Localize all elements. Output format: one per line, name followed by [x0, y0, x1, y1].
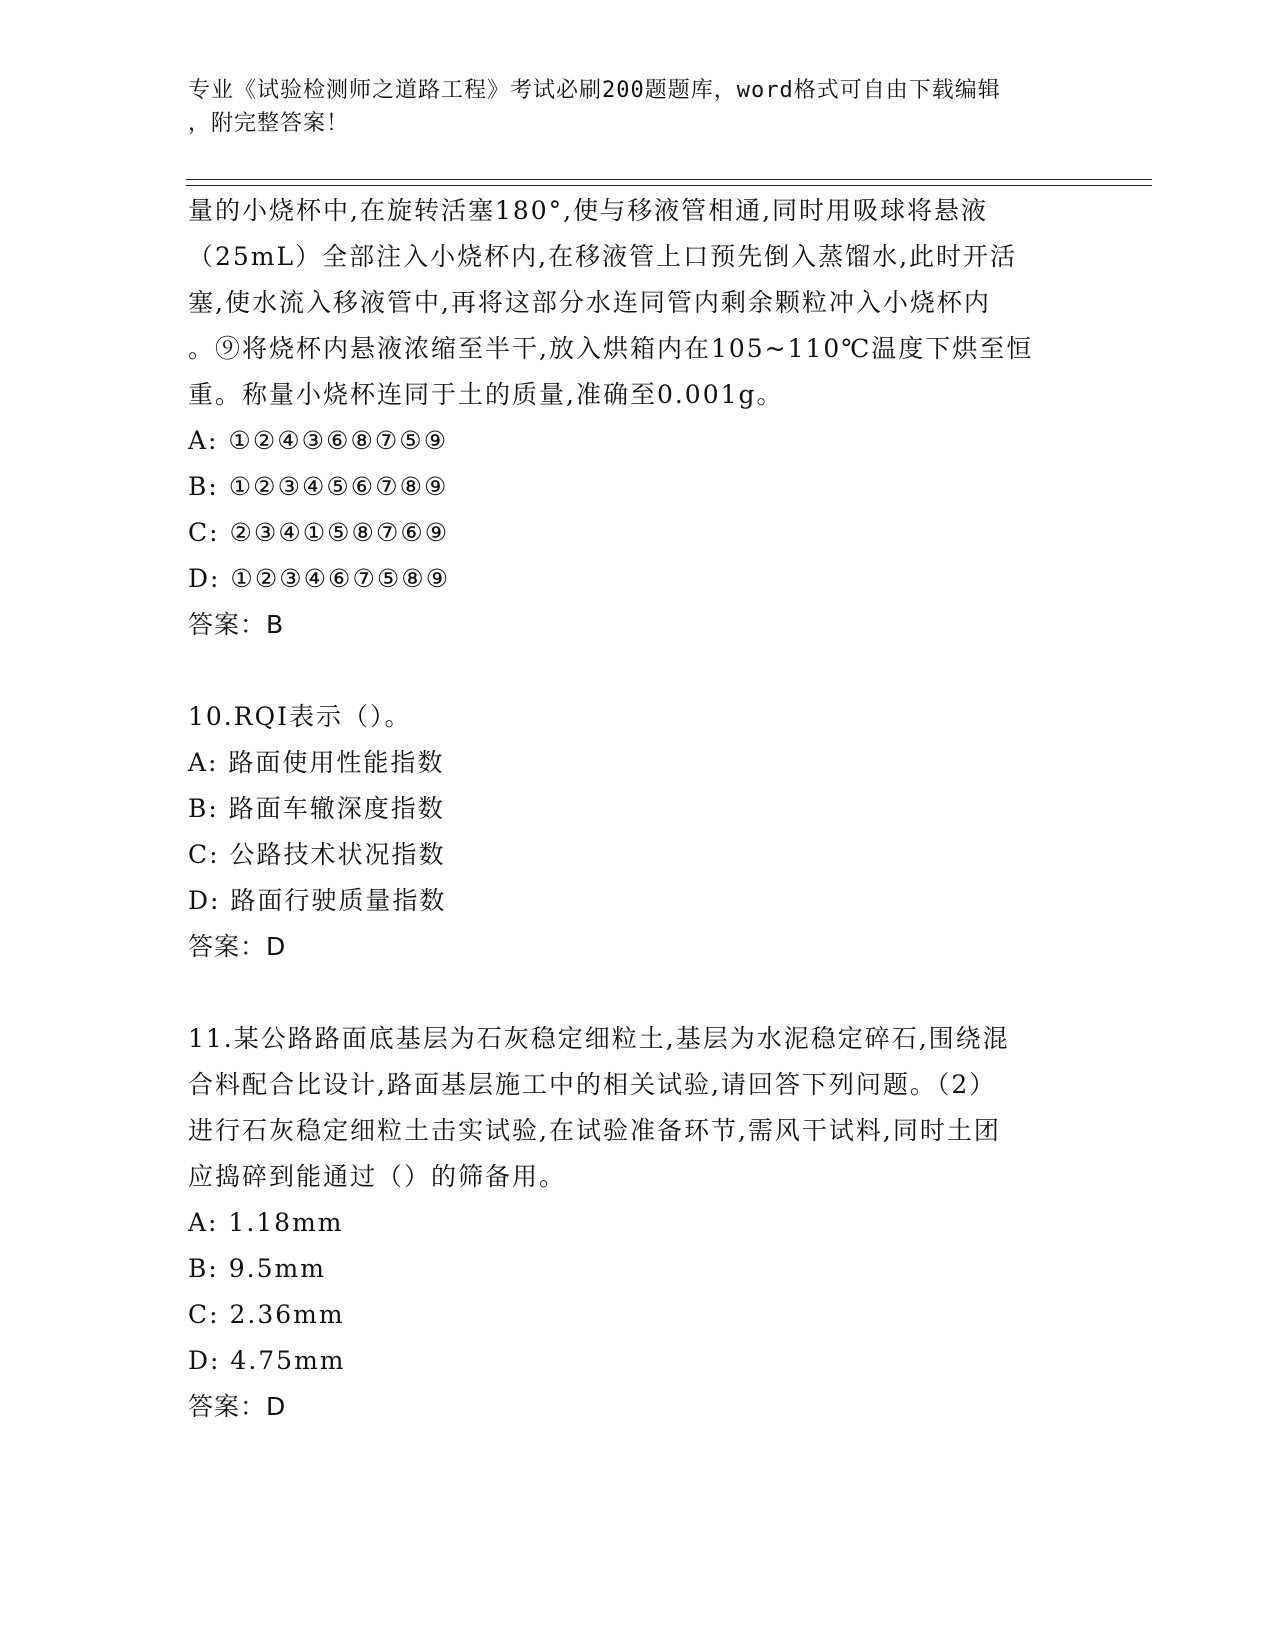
option-d: D: 路面行驶质量指数 [188, 886, 447, 915]
option-b: B: ①②③④⑤⑥⑦⑧⑨ [188, 472, 449, 501]
question-10-options [188, 740, 1088, 924]
option-c: C: 2.36mm [188, 1300, 345, 1329]
question-9-options [188, 418, 1088, 602]
document-header [188, 74, 1068, 140]
option-c: C: 公路技术状况指数 [188, 840, 446, 869]
question-content [188, 188, 1088, 1430]
header-rule-bottom [186, 185, 1152, 186]
question-11-options [188, 1200, 1088, 1384]
question-text-line: 进行石灰稳定细粒土击实试验,在试验准备环节,需风干试料,同时土团 [188, 1116, 1001, 1145]
question-9-answer: 答案：B [188, 610, 285, 639]
question-10-answer: 答案：D [188, 932, 287, 961]
option-d: D: 4.75mm [188, 1346, 346, 1375]
option-a: A: 1.18mm [188, 1208, 344, 1237]
option-c: C: ②③④①⑤⑧⑦⑥⑨ [188, 518, 450, 547]
question-11-stem [188, 1016, 1088, 1200]
question-text-line: 塞,使水流入移液管中,再将这部分水连同管内剩余颗粒冲入小烧杯内 [188, 288, 991, 317]
option-b: B: 9.5mm [188, 1254, 326, 1283]
option-b: B: 路面车辙深度指数 [188, 794, 445, 823]
spacer [188, 970, 1088, 1016]
question-text-line: 10.RQI表示（）。 [188, 702, 412, 731]
question-text-line: 11.某公路路面底基层为石灰稳定细粒土,基层为水泥稳定碎石,围绕混 [188, 1024, 1010, 1053]
header-line-2: ，附完整答案！ [188, 111, 350, 136]
question-text-line: 重。称量小烧杯连同于土的质量,准确至0.001g。 [188, 380, 784, 409]
question-text-line: 应捣碎到能通过（）的筛备用。 [188, 1162, 567, 1191]
option-d: D: ①②③④⑥⑦⑤⑧⑨ [188, 564, 451, 593]
question-text-line: 。⑨将烧杯内悬液浓缩至半干,放入烘箱内在105~110℃温度下烘至恒 [188, 334, 1034, 363]
option-a: A: 路面使用性能指数 [188, 748, 445, 777]
question-text-line: 量的小烧杯中,在旋转活塞180°,使与移液管相通,同时用吸球将悬液 [188, 196, 989, 225]
header-line-1: 专业《试验检测师之道路工程》考试必刷200题题库，word格式可自由下载编辑 [188, 78, 1001, 103]
spacer [188, 648, 1088, 694]
header-rule-top [186, 179, 1152, 180]
question-10-stem [188, 694, 1088, 740]
option-a: A: ①②④③⑥⑧⑦⑤⑨ [188, 426, 449, 455]
question-text-line: （25mL）全部注入小烧杯内,在移液管上口预先倒入蒸馏水,此时开活 [188, 242, 1018, 271]
question-9-stem [188, 188, 1088, 418]
question-11-answer: 答案：D [188, 1392, 287, 1421]
question-text-line: 合料配合比设计,路面基层施工中的相关试验,请回答下列问题。（2） [188, 1070, 997, 1099]
